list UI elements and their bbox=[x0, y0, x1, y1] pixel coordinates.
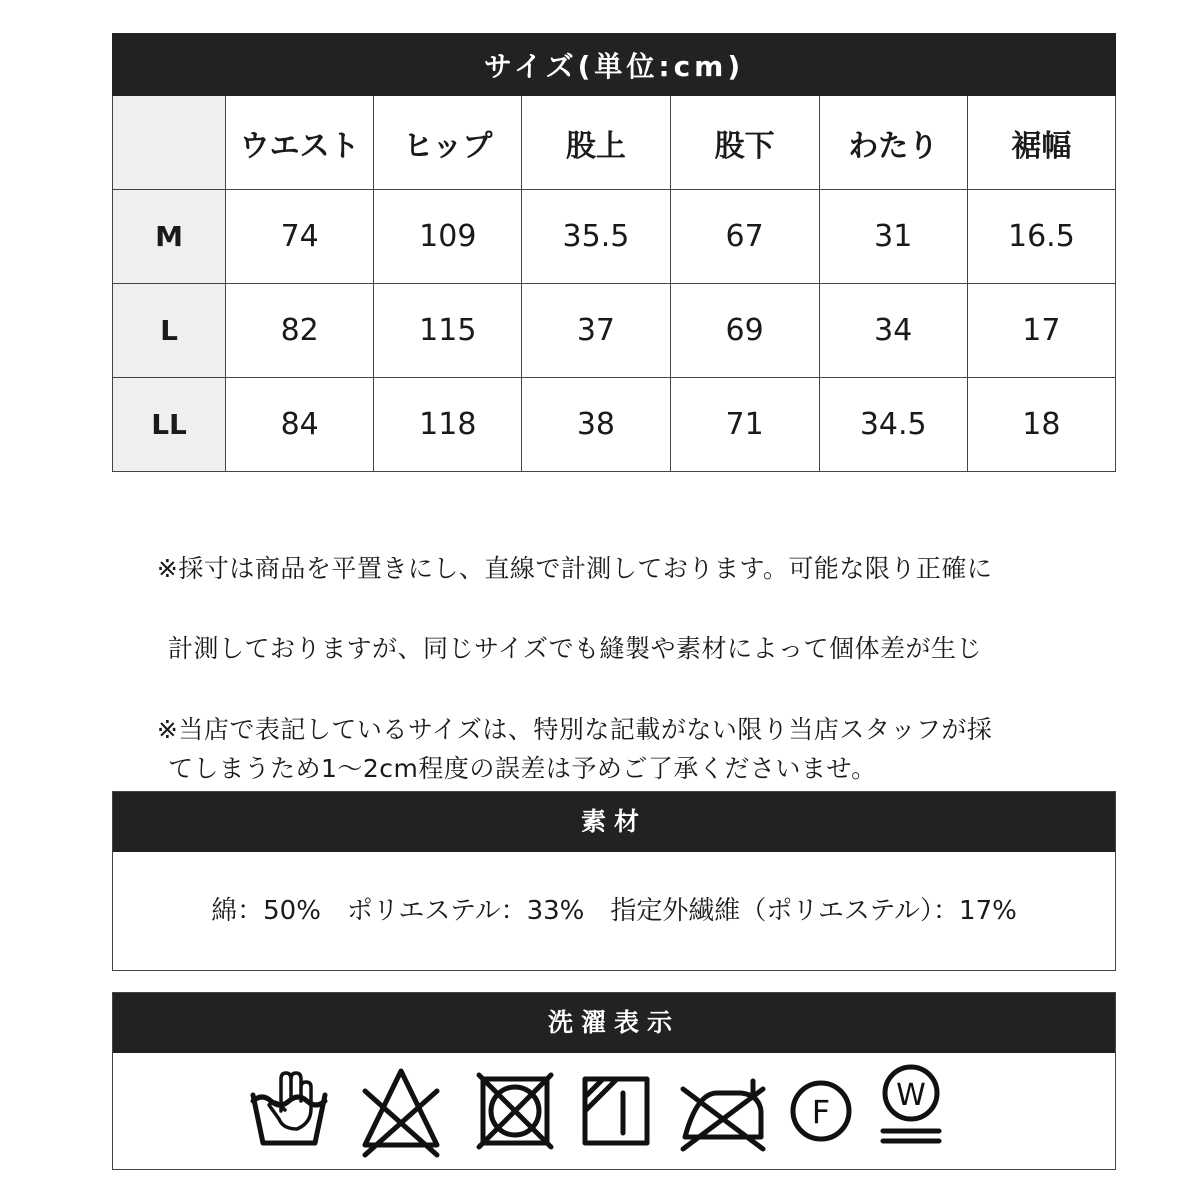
size-table-corner bbox=[113, 96, 226, 190]
column-header-hip: ヒップ bbox=[374, 96, 522, 190]
note-line: ※当店で表記しているサイズは、特別な記載がない限り当店スタッフが採 bbox=[156, 715, 993, 744]
no-iron-icon bbox=[683, 1081, 763, 1149]
table-cell: 34 bbox=[819, 284, 967, 378]
table-cell: 38 bbox=[522, 378, 670, 472]
table-cell: 109 bbox=[374, 190, 522, 284]
table-cell: 84 bbox=[226, 378, 374, 472]
size-table-title: サイズ(単位:cm) bbox=[113, 34, 1116, 96]
table-cell: 37 bbox=[522, 284, 670, 378]
table-row bbox=[113, 284, 1116, 378]
note-line: 計測しておりますが、同じサイズでも縫製や素材によって個体差が生じ bbox=[168, 634, 983, 663]
column-header-rise: 股上 bbox=[522, 96, 670, 190]
table-cell: 74 bbox=[226, 190, 374, 284]
care-icons-svg bbox=[113, 1053, 1115, 1169]
column-header-hem: 裾幅 bbox=[967, 96, 1115, 190]
care-icons bbox=[113, 1053, 1115, 1169]
column-header-inseam: 股下 bbox=[670, 96, 819, 190]
table-cell: 69 bbox=[670, 284, 819, 378]
care-title: 洗濯表示 bbox=[113, 993, 1115, 1053]
material-panel bbox=[112, 791, 1116, 971]
table-cell: 34.5 bbox=[819, 378, 967, 472]
table-cell: 18 bbox=[967, 378, 1115, 472]
table-cell: 17 bbox=[967, 284, 1115, 378]
table-row bbox=[113, 190, 1116, 284]
wet-clean-letter: W bbox=[896, 1078, 926, 1113]
table-cell: 82 bbox=[226, 284, 374, 378]
size-label: M bbox=[113, 190, 226, 284]
table-cell: 71 bbox=[670, 378, 819, 472]
size-table bbox=[112, 33, 1116, 472]
size-label: LL bbox=[113, 378, 226, 472]
no-tumble-dry-icon bbox=[479, 1075, 551, 1147]
line-dry-shade-icon bbox=[585, 1079, 647, 1143]
table-cell: 35.5 bbox=[522, 190, 670, 284]
material-title: 素材 bbox=[113, 792, 1115, 852]
column-header-thigh: わたり bbox=[819, 96, 967, 190]
column-header-waist: ウエスト bbox=[226, 96, 374, 190]
table-cell: 115 bbox=[374, 284, 522, 378]
table-row bbox=[113, 378, 1116, 472]
table-cell: 16.5 bbox=[967, 190, 1115, 284]
table-cell: 118 bbox=[374, 378, 522, 472]
note-line: ※採寸は商品を平置きにし、直線で計測しております。可能な限り正確に bbox=[156, 554, 993, 583]
size-label: L bbox=[113, 284, 226, 378]
hand-wash-icon bbox=[253, 1073, 325, 1143]
no-bleach-icon bbox=[365, 1071, 437, 1155]
material-text: 綿：50% ポリエステル：33% 指定外繊維（ポリエステル）：17% bbox=[211, 896, 1017, 926]
table-cell: 31 bbox=[819, 190, 967, 284]
dry-clean-letter: F bbox=[811, 1093, 831, 1131]
care-panel bbox=[112, 992, 1116, 1170]
note-line: てしまうため1～2cm程度の誤差は予めご了承くださいませ。 bbox=[168, 754, 877, 783]
table-cell: 67 bbox=[670, 190, 819, 284]
